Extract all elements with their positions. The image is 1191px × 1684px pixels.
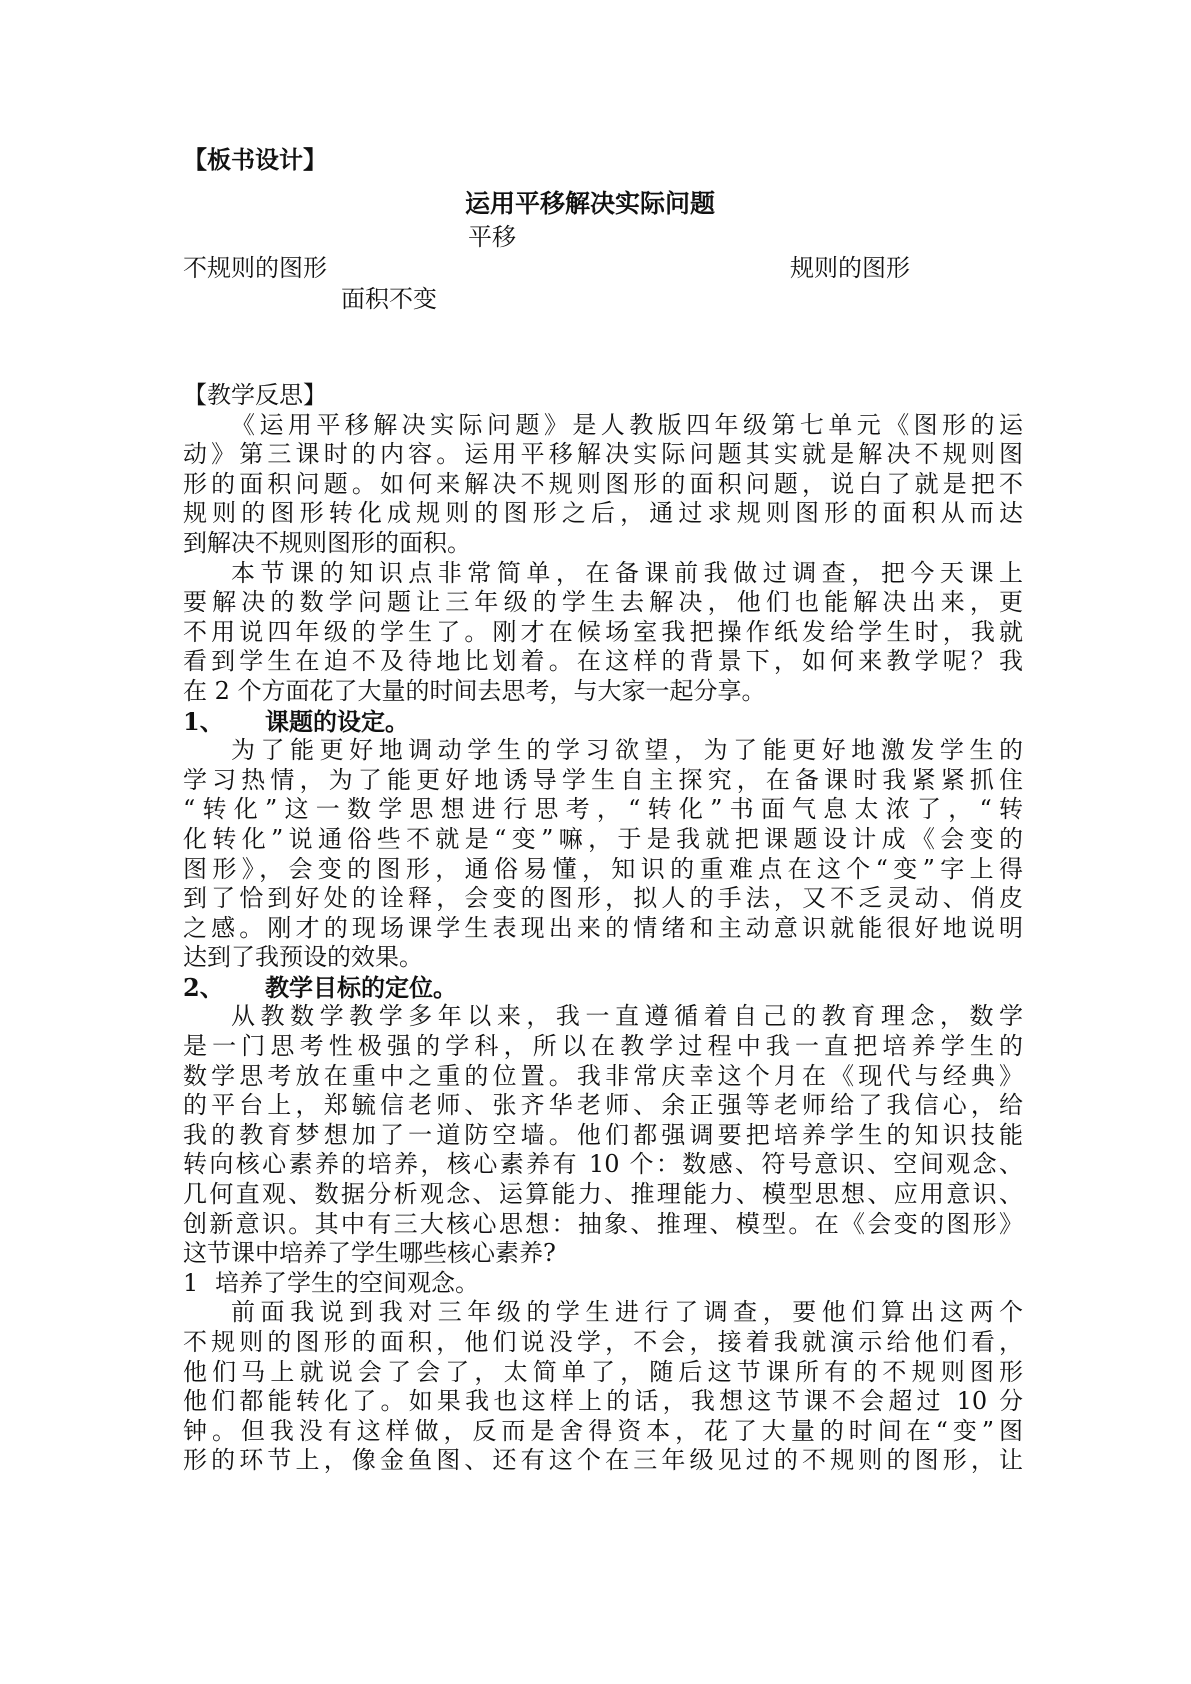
board-regular-shape-label: 规则的图形	[790, 254, 910, 282]
paragraph-line: 转向核心素养的培养，核心素养有 10 个：数感、符号意识、空间观念、	[183, 1150, 1023, 1179]
board-irregular-shape-label: 不规则的图形	[183, 254, 327, 282]
paragraph-line: 化转化”说通俗些不就是“变”嘛，于是我就把课题设计成《会变的	[183, 824, 1023, 853]
paragraph-line: 达到了我预设的效果。	[183, 943, 423, 972]
paragraph-line: 从教数学教学多年以来，我一直遵循着自己的教育理念，数学	[231, 1002, 1023, 1031]
section-number: 1、	[183, 706, 224, 736]
board-area-unchanged-label: 面积不变	[341, 285, 437, 313]
paragraph-line: 学习热情，为了能更好地诱导学生自主探究，在备课时我紧紧抓住	[183, 765, 1023, 794]
section-title: 教学目标的定位。	[265, 972, 457, 1002]
paragraph-4	[183, 1002, 1023, 1268]
paragraph-line: 为了能更好地调动学生的学习欲望，为了能更好地激发学生的	[231, 736, 1023, 765]
paragraph-line: 规则的图形转化成规则的图形之后，通过求规则图形的面积从而达	[183, 499, 1023, 528]
board-translate-label: 平移	[468, 223, 516, 251]
paragraph-line: 是一门思考性极强的学科，所以在教学过程中我一直把培养学生的	[183, 1032, 1023, 1061]
section-number: 2、	[183, 972, 224, 1002]
paragraph-line: 他们都能转化了。如果我也这样上的话，我想这节课不会超过 10 分	[183, 1387, 1023, 1416]
section-title: 课题的设定。	[265, 706, 409, 736]
paragraph-line: 之感。刚才的现场课学生表现出来的情绪和主动意识就能很好地说明	[183, 913, 1023, 942]
paragraph-line: 的平台上，郑毓信老师、张齐华老师、余正强等老师给了我信心，给	[183, 1091, 1023, 1120]
paragraph-line: 《运用平移解决实际问题》是人教版四年级第七单元《图形的运	[231, 410, 1023, 439]
paragraph-line: 本节课的知识点非常简单，在备课前我做过调查，把今天课上	[231, 558, 1023, 587]
paragraph-line: 形的面积问题。如何来解决不规则图形的面积问题，说白了就是把不	[183, 469, 1023, 498]
subsection-title: 培养了学生的空间观念。	[215, 1268, 479, 1297]
paragraph-line: 到了恰到好处的诠释，会变的图形，拟人的手法，又不乏灵动、俏皮	[183, 884, 1023, 913]
paragraph-line: 动》第三课时的内容。运用平移解决实际问题其实就是解决不规则图	[183, 440, 1023, 469]
paragraph-line: “转化”这一数学思想进行思考，“转化”书面气息太浓了，“转	[183, 795, 1023, 824]
paragraph-line: 他们马上就说会了会了，太简单了，随后这节课所有的不规则图形	[183, 1357, 1023, 1386]
paragraph-line: 几何直观、数据分析观念、运算能力、推理能力、模型思想、应用意识、	[183, 1180, 1023, 1209]
paragraph-line: 到解决不规则图形的面积。	[183, 528, 471, 557]
paragraph-1	[183, 411, 1023, 559]
paragraph-line: 创新意识。其中有三大核心思想：抽象、推理、模型。在《会变的图形》	[183, 1209, 1023, 1238]
paragraph-line: 图形》，会变的图形，通俗易懂，知识的重难点在这个“变”字上得	[183, 854, 1023, 883]
section-heading-1	[183, 707, 1023, 737]
reflection-header: 【教学反思】	[183, 381, 327, 409]
paragraph-line: 这节课中培养了学生哪些核心素养?	[183, 1239, 556, 1268]
teaching-reflection	[183, 381, 1023, 1476]
paragraph-line: 形的环节上，像金鱼图、还有这个在三年级见过的不规则的图形，让	[183, 1446, 1023, 1475]
subsection-heading-1	[183, 1269, 1023, 1299]
paragraph-line: 要解决的数学问题让三年级的学生去解决，他们也能解决出来，更	[183, 588, 1023, 617]
paragraph-line: 在 2 个方面花了大量的时间去思考，与大家一起分享。	[183, 676, 766, 705]
section-heading-2	[183, 973, 1023, 1003]
paragraph-5	[183, 1298, 1023, 1476]
paragraph-line: 不规则的图形的面积，他们说没学，不会，接着我就演示给他们看，	[183, 1328, 1023, 1356]
paragraph-2	[183, 559, 1023, 707]
paragraph-line: 数学思考放在重中之重的位置。我非常庆幸这个月在《现代与经典》	[183, 1061, 1023, 1090]
subsection-number: 1	[183, 1268, 199, 1297]
paragraph-3	[183, 736, 1023, 973]
paragraph-line: 我的教育梦想加了一道防空墙。他们都强调要把培养学生的知识技能	[183, 1120, 1023, 1149]
board-design-header: 【板书设计】	[183, 145, 327, 174]
paragraph-line: 不用说四年级的学生了。刚才在候场室我把操作纸发给学生时，我就	[183, 617, 1023, 646]
paragraph-line: 前面我说到我对三年级的学生进行了调查，要他们算出这两个	[231, 1298, 1023, 1327]
board-title: 运用平移解决实际问题	[465, 189, 716, 218]
paragraph-line: 钟。但我没有这样做，反而是舍得资本，花了大量的时间在“变”图	[183, 1416, 1023, 1445]
paragraph-line: 看到学生在迫不及待地比划着。在这样的背景下，如何来教学呢？我	[183, 647, 1023, 676]
